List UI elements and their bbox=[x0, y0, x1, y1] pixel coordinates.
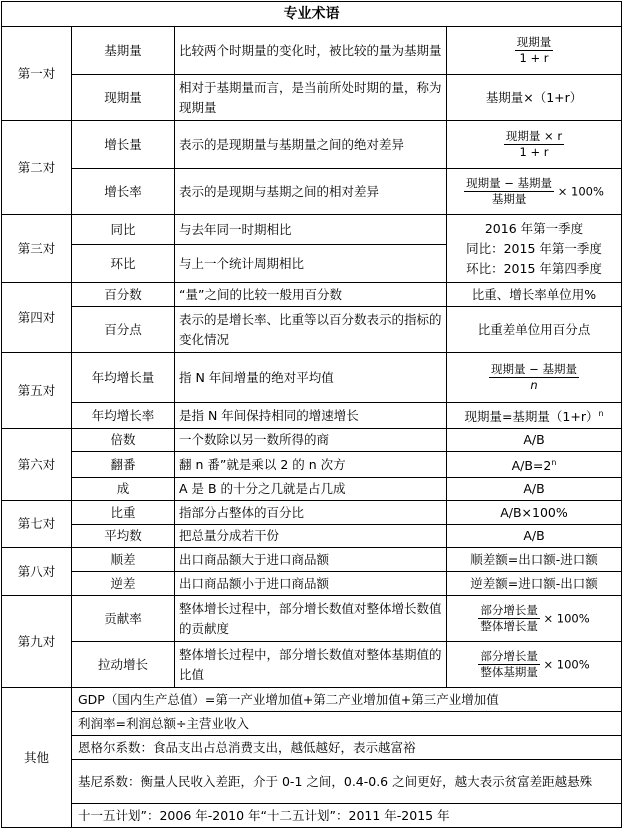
formula: 比重差单位用百分点 bbox=[447, 307, 622, 353]
term: 贡献率 bbox=[72, 596, 175, 642]
description: 出口商品额大于进口商品额 bbox=[175, 548, 447, 572]
description: 相对于基期量而言，是当前所处时期的量，称为现期量 bbox=[175, 75, 447, 121]
formula: 比重、增长率单位用% bbox=[447, 283, 622, 307]
group-label: 第二对 bbox=[2, 121, 72, 215]
description: 表示的是现期与基期之间的相对差异 bbox=[175, 169, 447, 215]
term: 平均数 bbox=[72, 525, 175, 548]
group-label: 第七对 bbox=[2, 501, 72, 548]
formula: 现期量=基期量$(1+r)^n$ bbox=[447, 403, 622, 429]
term: 年均增长量 bbox=[72, 353, 175, 403]
other-line: 利润率=利润总额÷主营业收入 bbox=[72, 712, 622, 736]
term: 环比 bbox=[72, 245, 175, 283]
description: 比较两个时期量的变化时，被比较的量为基期量 bbox=[175, 27, 447, 75]
formula: $\frac{\text{现期量}}{1 + r}$ bbox=[447, 27, 622, 75]
formula: A/B×100% bbox=[447, 501, 622, 525]
term: 顺差 bbox=[72, 548, 175, 572]
term: 拉动增长 bbox=[72, 642, 175, 688]
term: 倍数 bbox=[72, 429, 175, 452]
group-label: 第八对 bbox=[2, 548, 72, 596]
description: 与上一个统计周期相比 bbox=[175, 245, 447, 283]
term: 基期量 bbox=[72, 27, 175, 75]
formula: $\frac{\text{现期量 × r}}{1 + r}$ bbox=[447, 121, 622, 169]
other-line: 恩格尔系数：食品支出占总消费支出，越低越好，表示越富裕 bbox=[72, 736, 622, 760]
group-label: 第五对 bbox=[2, 353, 72, 429]
group-label: 其他 bbox=[2, 688, 72, 828]
term: 比重 bbox=[72, 501, 175, 525]
description: 一个数除以另一数所得的商 bbox=[175, 429, 447, 452]
description: 是指 N 年间保持相同的增速增长 bbox=[175, 403, 447, 429]
term: 增长量 bbox=[72, 121, 175, 169]
formula: A/B bbox=[447, 525, 622, 548]
term: 成 bbox=[72, 478, 175, 501]
formula: $\frac{\text{部分增长量}}{\text{整体增长量}}$ × 100% bbox=[447, 596, 622, 642]
term: 现期量 bbox=[72, 75, 175, 121]
formula: $\frac{\text{现期量 − 基期量}}{n}$ bbox=[447, 353, 622, 403]
group-label: 第三对 bbox=[2, 215, 72, 283]
formula: $\frac{\text{部分增长量}}{\text{整体基期量}}$ × 100% bbox=[447, 642, 622, 688]
page-title: 专业术语 bbox=[2, 2, 622, 27]
description: 指部分占整体的百分比 bbox=[175, 501, 447, 525]
term: 逆差 bbox=[72, 572, 175, 596]
terms-table bbox=[1, 1, 622, 828]
note: 2016 年第一季度 同比：2015 年第一季度 环比：2015 年第四季度 bbox=[447, 215, 622, 283]
term: 百分点 bbox=[72, 307, 175, 353]
group-label: 第九对 bbox=[2, 596, 72, 688]
formula: A/B bbox=[447, 429, 622, 452]
description: “量”之间的比较一般用百分数 bbox=[175, 283, 447, 307]
description: 与去年同一时期相比 bbox=[175, 215, 447, 245]
other-line: 基尼系数：衡量人民收入差距，介于 0-1 之间，0.4-0.6 之间更好，越大表示贫富差距越悬殊 bbox=[72, 760, 622, 804]
term: 年均增长率 bbox=[72, 403, 175, 429]
formula: $A/B=2^n$ bbox=[447, 452, 622, 478]
formula: 基期量×（1+r） bbox=[447, 75, 622, 121]
description: 表示的是现期量与基期量之间的绝对差异 bbox=[175, 121, 447, 169]
description: 表示的是增长率、比重等以百分数表示的指标的变化情况 bbox=[175, 307, 447, 353]
formula: A/B bbox=[447, 478, 622, 501]
description: 把总量分成若干份 bbox=[175, 525, 447, 548]
group-label: 第六对 bbox=[2, 429, 72, 501]
description: 出口商品额小于进口商品额 bbox=[175, 572, 447, 596]
other-line: GDP（国内生产总值）=第一产业增加值+第二产业增加值+第三产业增加值 bbox=[72, 688, 622, 712]
group-label: 第一对 bbox=[2, 27, 72, 121]
other-line: 十一五计划”：2006 年-2010 年“十二五计划”：2011 年-2015 年 bbox=[72, 804, 622, 828]
description: 整体增长过程中，部分增长数值对整体基期值的比值 bbox=[175, 642, 447, 688]
description: 指 N 年间增量的绝对平均值 bbox=[175, 353, 447, 403]
term: 百分数 bbox=[72, 283, 175, 307]
term: 翻番 bbox=[72, 452, 175, 478]
description: 翻 n 番”就是乘以 2 的 n 次方 bbox=[175, 452, 447, 478]
group-label: 第四对 bbox=[2, 283, 72, 353]
description: 整体增长过程中，部分增长数值对整体增长数值的贡献度 bbox=[175, 596, 447, 642]
description: A 是 B 的十分之几就是占几成 bbox=[175, 478, 447, 501]
formula: 逆差额=进口额-出口额 bbox=[447, 572, 622, 596]
term: 同比 bbox=[72, 215, 175, 245]
term: 增长率 bbox=[72, 169, 175, 215]
formula: 顺差额=出口额-进口额 bbox=[447, 548, 622, 572]
formula: $\frac{\text{现期量 − 基期量}}{\text{基期量}}$ × 100% bbox=[447, 169, 622, 215]
